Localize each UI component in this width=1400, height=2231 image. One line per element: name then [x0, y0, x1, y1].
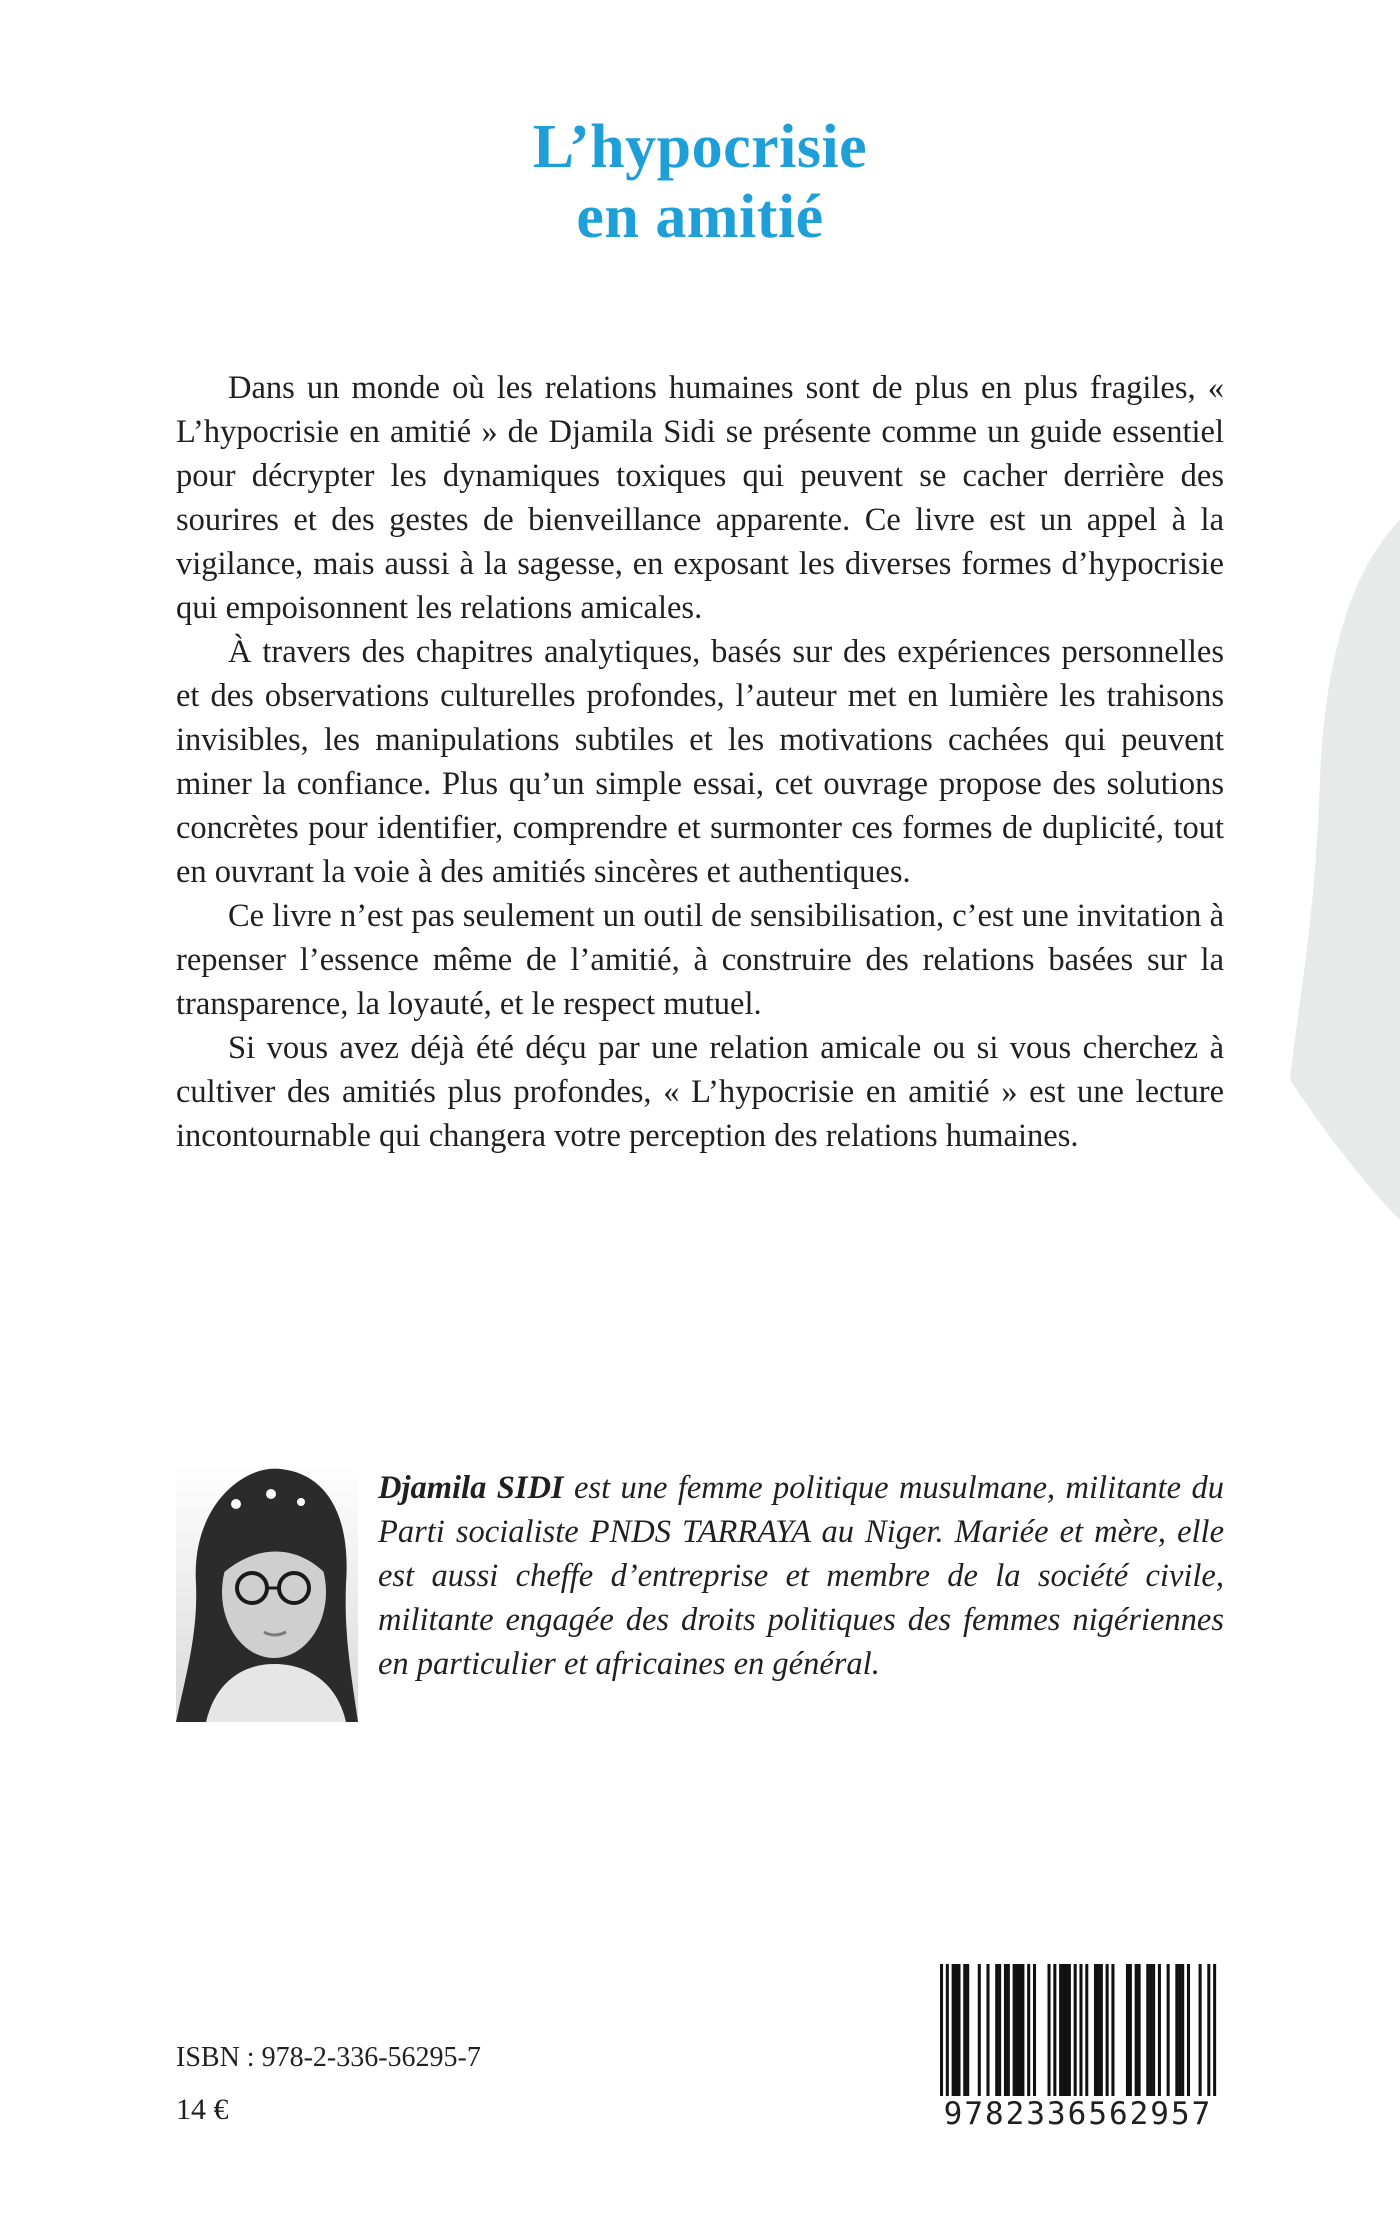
- barcode-bar: [1059, 1964, 1062, 2098]
- barcode-bar: [1085, 1964, 1088, 2098]
- isbn-label: ISBN : 978-2-336-56295-7: [176, 2042, 481, 2073]
- author-name: Djamila SIDI: [378, 1470, 564, 1506]
- barcode-bar: [1146, 1964, 1149, 2098]
- barcode-bar: [1027, 1964, 1030, 2098]
- barcode-bar: [1016, 1964, 1019, 2098]
- blurb-paragraph: Si vous avez déjà été déçu par une relation amicale ou si vous cherchez à cultiver des amitiés plus profondes, « L’hypocrisie en amitié » est une lecture incontournable qui changera votre perception des relations humaines.: [176, 1030, 1224, 1154]
- barcode-digits: 9782336562957: [928, 2096, 1228, 2132]
- barcode-bar: [1129, 1964, 1132, 2098]
- barcode-bar: [1181, 1964, 1184, 2098]
- barcode-bar: [1097, 1964, 1100, 2098]
- barcode-bar: [1047, 1964, 1050, 2098]
- barcode-bar: [1152, 1964, 1155, 2098]
- barcode-bar: [1135, 1964, 1138, 2098]
- barcode-bar: [1100, 1964, 1103, 2098]
- blurb-paragraph: Ce livre n’est pas seulement un outil de sensibilisation, c’est une invitation à repenser l’essence même de l’amitié, à construire des relations basées sur la transparence, la loyauté, et le respect mutuel.: [176, 898, 1224, 1022]
- barcode-bar: [1178, 1964, 1181, 2098]
- barcode-bar: [1065, 1964, 1068, 2098]
- barcode-bar: [1111, 1964, 1114, 2098]
- barcode-bar: [1187, 1964, 1190, 2098]
- back-cover-blurb: [176, 366, 1224, 1158]
- barcode-bar: [1033, 1964, 1036, 2098]
- barcode-bar: [1062, 1964, 1065, 2098]
- barcode-bar: [952, 1964, 955, 2098]
- author-bio-text: est une femme politique musulmane, militante du Parti socialiste PNDS TARRAYA au Niger. Mariée et mère, elle est aussi cheffe d’entreprise et membre de la société civile, militante engagée des droits politiques des femmes nigériennes en particulier et africaines en général.: [378, 1470, 1224, 1682]
- barcode-bar: [998, 1964, 1001, 2098]
- barcode-bar: [986, 1964, 989, 2098]
- book-title: [0, 112, 1400, 252]
- book-title-line-1: L’hypocrisie: [532, 113, 868, 181]
- barcode-bar: [1199, 1964, 1202, 2098]
- book-title-line-2: en amitié: [576, 183, 824, 251]
- barcode-bar: [1004, 1964, 1007, 2098]
- author-bio: [378, 1466, 1224, 1686]
- barcode-bar: [955, 1964, 958, 2098]
- barcode-bar: [978, 1964, 981, 2098]
- barcode-bar: [1007, 1964, 1010, 2098]
- price-label: 14 €: [176, 2093, 229, 2126]
- barcode-bar: [1106, 1964, 1109, 2098]
- barcode-bar: [957, 1964, 960, 2098]
- barcode-bar: [1053, 1964, 1056, 2098]
- author-photo: [176, 1464, 358, 1722]
- barcode-bar: [966, 1964, 969, 2098]
- barcode-bar: [1021, 1964, 1024, 2098]
- blurb-paragraph: Dans un monde où les relations humaines sont de plus en plus fragiles, « L’hypocrisie en amitié » de Djamila Sidi se présente comme un guide essentiel pour décrypter les dynamiques toxiques qui peuvent se cacher derrière des sourires et des gestes de bienveillance apparente. Ce livre est un appel à la vigilance, mais aussi à la sagesse, en exposant les diverses formes d’hypocrisie qui empoisonnent les relations amicales.: [176, 370, 1224, 626]
- barcode-bar: [1068, 1964, 1071, 2098]
- barcode-bar: [1126, 1964, 1129, 2098]
- barcode-bar: [963, 1964, 966, 2098]
- blurb-paragraph: À travers des chapitres analytiques, basés sur des expériences personnelles et des observations culturelles profondes, l’auteur met en lumière les trahisons invisibles, les manipulations subtiles et les motivations cachées qui peuvent miner la confiance. Plus qu’un simple essai, cet ouvrage propose des solutions concrètes pour identifier, comprendre et surmonter ces formes de duplicité, tout en ouvrant la voie à des amitiés sincères et authentiques.: [176, 634, 1224, 890]
- barcode-bar: [1018, 1964, 1021, 2098]
- barcode-bar: [1175, 1964, 1178, 2098]
- barcode-bar: [995, 1964, 998, 2098]
- barcode-bar: [1158, 1964, 1161, 2098]
- barcode-bar: [1094, 1964, 1097, 2098]
- barcode-bar: [1167, 1964, 1170, 2098]
- barcode-bar: [1149, 1964, 1152, 2098]
- barcode-bar: [1138, 1964, 1141, 2098]
- decorative-gray-shape: [1290, 520, 1400, 1220]
- barcode-bar: [1013, 1964, 1016, 2098]
